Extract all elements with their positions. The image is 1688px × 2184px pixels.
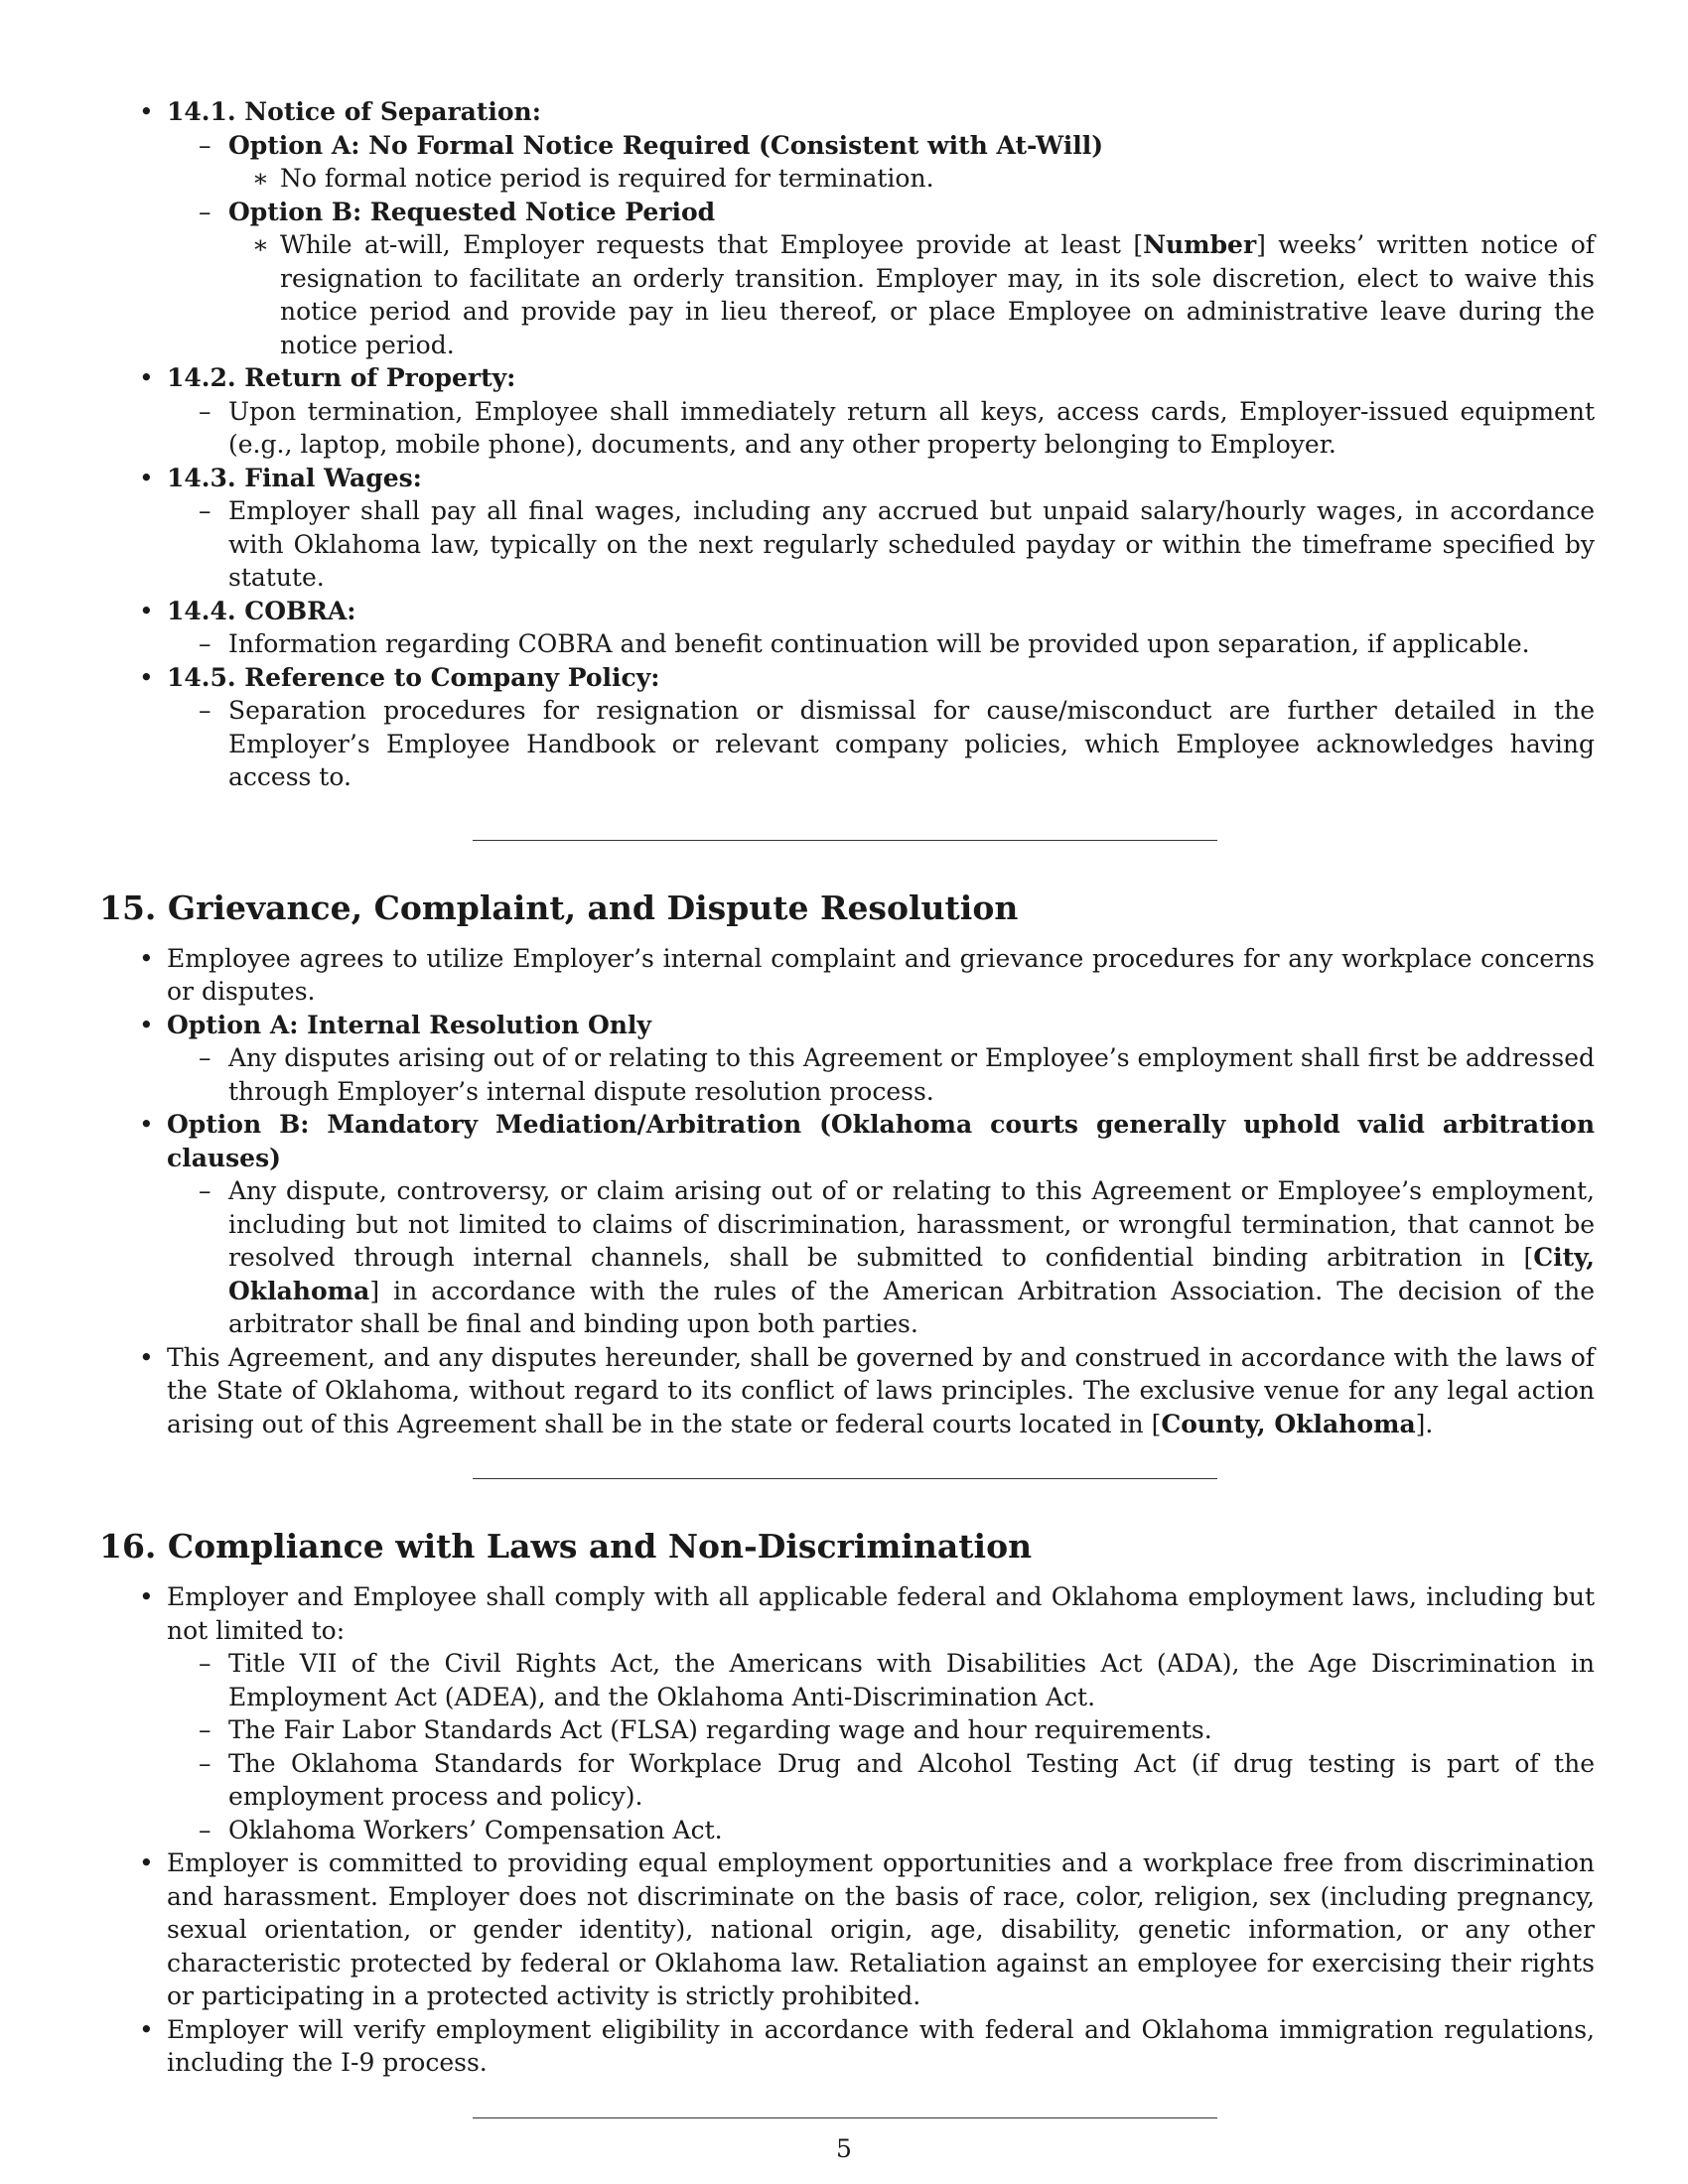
s15-option-b-title: Option B: Mandatory Mediation/Arbitration (Oklahoma courts generally uphold valid arbitration clauses) [167,1110,1595,1172]
section-14-list [167,95,1595,794]
list-item [167,361,1595,462]
section-15-list [167,942,1595,1441]
section-divider [473,2117,1217,2118]
s15-governing-law-cont: ]. [1415,1409,1434,1438]
list-item [228,1747,1595,1814]
s15-option-b-text-cont: ] in accordance with the rules of the American Arbitration Association. The decision of the arbitrator shall be final and binding upon both parties. [228,1276,1595,1338]
item-14-5-title: 14.5. Reference to Company Policy: [167,662,660,692]
s15-option-a-text: Any disputes arising out of or relating to this Agreement or Employee’s employment shall first be addressed through Employer’s internal dispute resolution process. [228,1043,1595,1106]
list-item [280,162,1595,196]
list-item [228,196,1595,362]
placeholder-city: City, Oklahoma [228,1243,1595,1305]
section-15-title: 15. Grievance, Complaint, and Dispute Resolution [99,887,1019,927]
option-b-text: While at-will, Employer requests that Employee provide at least [ [280,230,1144,259]
list-item [167,942,1595,1009]
list-item [167,1580,1595,1846]
list-item [167,1341,1595,1441]
s15-option-b-text: Any dispute, controversy, or claim arising out of or relating to this Agreement or Employee’s employment, including but not limited to claims of discrimination, harassment, or wrongful termination, that cannot be resolved through internal channels, shall be submitted to confidential binding arbitration in [ [228,1176,1595,1272]
list-item [167,462,1595,595]
item-14-4-title: 14.4. COBRA: [167,596,356,625]
list-item [167,1009,1595,1109]
list-item [228,395,1595,462]
list-item [167,1108,1595,1341]
section-divider [473,1478,1217,1479]
list-item [167,2013,1595,2080]
list-item [167,95,1595,361]
placeholder-number: Number [1143,230,1257,259]
option-b-title: Option B: Requested Notice Period [228,197,716,226]
list-item [228,627,1595,661]
s16-eeo: Employer is committed to providing equal employment opportunities and a workplace free from discrimination and harassment. Employer does not discriminate on the basis of race, color, religion, sex (including pregnancy, sexual orientation, or gender identity), national origin, age, disability, genetic information, or any other characteristic protected by federal or Oklahoma law. Retaliation against an employee for exercising their rights or participating in a protected activity is strictly prohibited. [167,1848,1595,2010]
law-item: Oklahoma Workers’ Compensation Act. [228,1815,723,1844]
item-14-3-text: Employer shall pay all final wages, including any accrued but unpaid salary/hourly wages, in accordance with Oklahoma law, typically on the next regularly scheduled payday or within the timeframe specified by statute. [228,496,1595,592]
option-b-text-cont: ] weeks’ written notice of resignation to facilitate an orderly transition. Employer may, in its sole discretion, elect to waive this notice period and provide pay in lieu thereof, or place Employee on administrative leave during the notice period. [280,230,1596,359]
item-14-2-title: 14.2. Return of Property: [167,363,516,392]
list-item [167,661,1595,794]
item-14-4-text: Information regarding COBRA and benefit continuation will be provided upon separation, if applicable. [228,629,1530,658]
option-a-title: Option A: No Formal Notice Required (Consistent with At-Will) [228,130,1104,160]
list-item [167,595,1595,661]
item-14-2-text: Upon termination, Employee shall immediately return all keys, access cards, Employer-issued equipment (e.g., laptop, mobile phone), documents, and any other property belonging to Employer. [228,396,1595,459]
option-a-text: No formal notice period is required for termination. [280,164,934,193]
list-item [280,228,1595,361]
s15-option-a-title: Option A: Internal Resolution Only [167,1010,651,1039]
section-divider [473,840,1217,841]
list-item [228,1647,1595,1713]
list-item [228,1174,1595,1341]
list-item [228,1041,1595,1108]
list-item [228,694,1595,794]
list-item [228,129,1595,196]
item-14-3-title: 14.3. Final Wages: [167,463,422,492]
document-page [99,95,1596,2118]
section-16-list [167,1580,1595,2080]
item-14-1-title: 14.1. Notice of Separation: [167,97,541,126]
item-14-5-text: Separation procedures for resignation or dismissal for cause/misconduct are further detailed in the Employer’s Employee Handbook or relevant company policies, which Employee acknowledges having access to. [228,696,1595,791]
law-item: The Oklahoma Standards for Workplace Drug and Alcohol Testing Act (if drug testing is part of the employment process and policy). [228,1748,1595,1811]
list-item [228,1713,1595,1747]
section-16-title: 16. Compliance with Laws and Non-Discrimination [99,1527,1033,1566]
list-item [228,494,1595,595]
s15-intro: Employee agrees to utilize Employer’s internal complaint and grievance procedures for any workplace concerns or disputes. [167,943,1595,1006]
list-item [167,1846,1595,2013]
s15-governing-law: This Agreement, and any disputes hereunder, shall be governed by and construed in accordance with the laws of the State of Oklahoma, without regard to its conflict of laws principles. The exclusive venue for any legal action arising out of this Agreement shall be in the state or federal courts located in [ [167,1342,1595,1438]
list-item [228,1814,1595,1847]
law-item: The Fair Labor Standards Act (FLSA) regarding wage and hour requirements. [228,1715,1212,1744]
page-number: 5 [836,2134,852,2163]
s16-i9: Employer will verify employment eligibility in accordance with federal and Oklahoma immigration regulations, including the I-9 process. [167,2014,1595,2077]
s16-intro: Employer and Employee shall comply with all applicable federal and Oklahoma employment laws, including but not limited to: [167,1582,1595,1645]
placeholder-county: County, Oklahoma [1161,1409,1416,1438]
law-item: Title VII of the Civil Rights Act, the Americans with Disabilities Act (ADA), the Age Discrimination in Employment Act (ADEA), and the Oklahoma Anti-Discrimination Act. [228,1649,1595,1711]
